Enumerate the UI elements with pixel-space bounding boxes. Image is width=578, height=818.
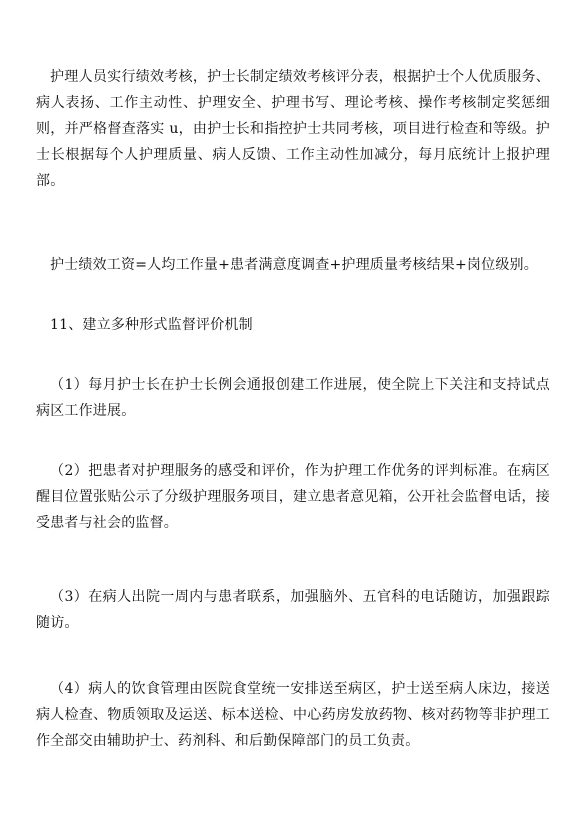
list-item-4: （4）病人的饮食管理由医院食堂统一安排送至病区，护士送至病人床边，接送病人检查、物质领取及运送、标本送检、中心药房发放药物、核对药物等非护理工作全部交由辅助护士、药剂科、和后勤保障部门的员工负责。 [36,681,550,749]
paragraph-performance-assessment: 护理人员实行绩效考核，护士长制定绩效考核评分表，根据护士个人优质服务、病人表扬、工作主动性、护理安全、护理书写、理论考核、操作考核制定奖惩细则，并严格督查落实 u，由护士长和指控护士共同考核，项目进行检查和等级。护士长根据每个人护理质量、病人反馈、工作主动性加减分，每月底统计上报护理部。 [36,69,550,189]
section-heading-supervision: 11、建立多种形式监督评价机制 [50,317,253,333]
paragraph-salary-formula: 护士绩效工资=人均工作量+患者满意度调查+护理质量考核结果+岗位级别。 [50,257,538,273]
list-item-2: （2）把患者对护理服务的感受和评价，作为护理工作优务的评判标准。在病区醒目位置张贴公示了分级护理服务项目，建立患者意见箱，公开社会监督电话，接受患者与社会的监督。 [36,463,550,531]
list-item-1: （1）每月护士长在护士长例会通报创建工作进展，使全院上下关注和支持试点病区工作进展。 [36,377,550,419]
list-item-3: （3）在病人出院一周内与患者联系，加强脑外、五官科的电话随访，加强跟踪随访。 [36,589,550,631]
